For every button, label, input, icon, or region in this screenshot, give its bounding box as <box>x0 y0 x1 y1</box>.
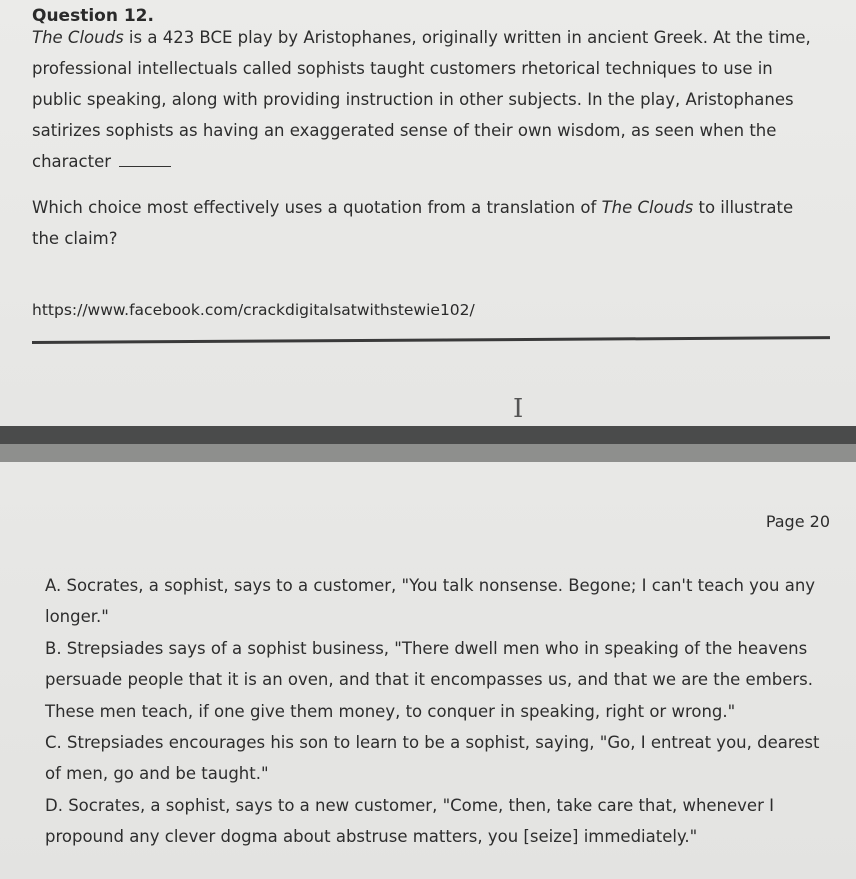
prompt-text-end: to illustrate the claim? <box>32 198 794 248</box>
question-title: Question 12. <box>32 6 154 26</box>
page-number: Page 20 <box>765 512 830 531</box>
choice-a[interactable]: A. Socrates, a sophist, says to a customer, "You talk nonsense. Begone; I can't teach you any longer." <box>45 576 816 627</box>
question-prompt <box>32 192 822 254</box>
choice-b[interactable]: B. Strepsiades says of a sophist business, "There dwell men who in speaking of the heavens persuade people that it is an oven, and that it encompasses us, and that we are the embers. These men teach, if one give them money, to conquer in speaking, right or wrong." <box>45 638 814 721</box>
choice-d[interactable]: D. Socrates, a sophist, says to a new customer, "Come, then, take care that, whenever I propound any clever dogma about abstruse matters, you [seize] immediately." <box>45 795 774 847</box>
text-cursor-icon: I <box>513 394 524 424</box>
watermark-url: https://www.facebook.com/crackdigitalsatwithstewie102/ <box>32 301 475 319</box>
choice-c[interactable]: C. Strepsiades encourages his son to learn to be a sophist, saying, "Go, I entreat you, dearest of men, go and be taught." <box>45 733 820 784</box>
divider-line <box>32 336 830 344</box>
page-separator-light <box>0 444 856 462</box>
prompt-title-italic: The Clouds <box>601 198 694 217</box>
answer-choices <box>45 570 825 853</box>
passage-title-italic: The Clouds <box>32 28 124 47</box>
prompt-text-start: Which choice most effectively uses a quotation from a translation of <box>32 198 602 217</box>
passage-text: is a 423 BCE play by Aristophanes, originally written in ancient Greek. At the time, professional intellectuals called sophists taught customers rhetorical techniques to use in public speaking, along with providing instruction in other subjects. In the play, Aristophanes satirizes sophists as having an exaggerated sense of their own wisdom, as seen when the character <box>32 28 811 171</box>
answer-blank <box>119 152 171 167</box>
upper-page <box>0 0 856 430</box>
question-passage <box>32 22 822 177</box>
